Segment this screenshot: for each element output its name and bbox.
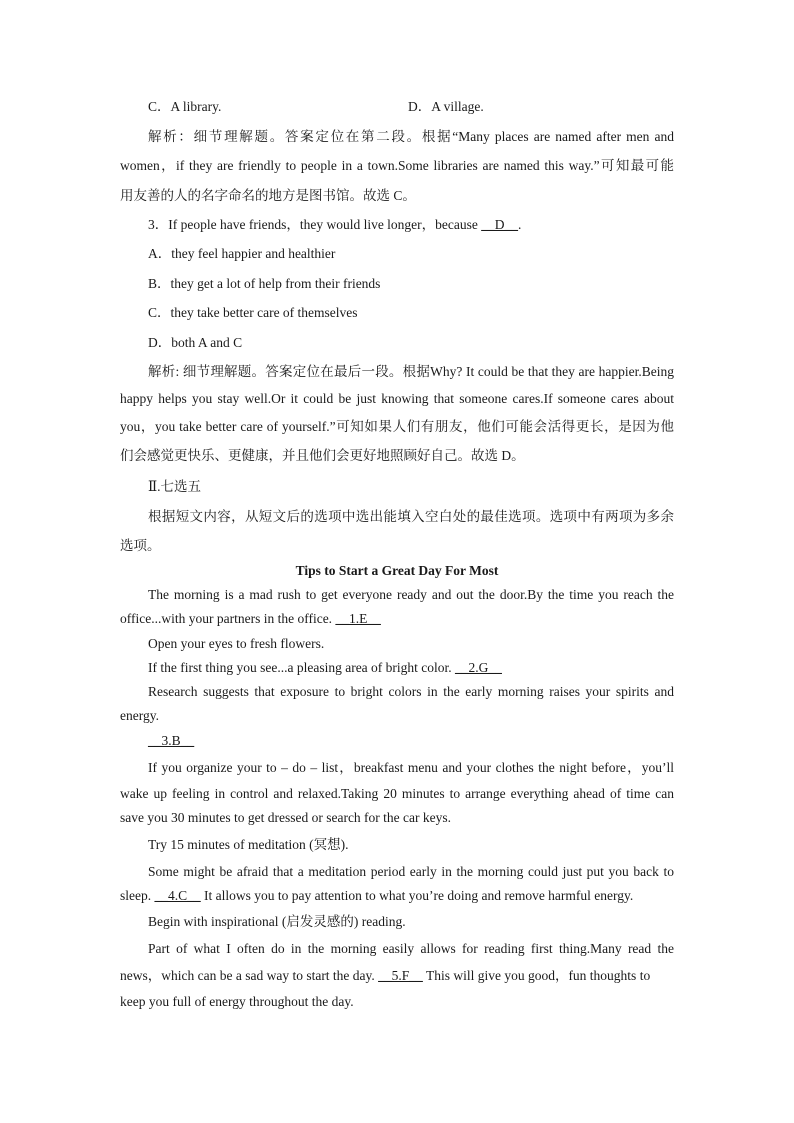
q3-stem-end: . <box>518 217 522 232</box>
q3-option-c: C．they take better care of themselves <box>148 305 358 320</box>
passage-p4-line-1: If you organize your to – do – list，breakfast menu and your clothes the night before，you’ll <box>148 760 674 775</box>
answer-blank-3-line <box>148 732 674 750</box>
passage-p6-line-3: keep you full of energy throughout the day. <box>120 994 354 1009</box>
passage-p4-line-2: wake up feeling in control and relaxed.Taking 20 minutes to arrange everything ahead of time can <box>120 786 674 801</box>
q3-option-d: D．both A and C <box>148 335 243 350</box>
q3-analysis-line-3: you，you take better care of yourself.”可知如果人们有朋友，他们可能会活得更长，是因为他 <box>120 419 674 434</box>
passage-heading-1: Open your eyes to fresh flowers. <box>148 636 325 651</box>
q2-options-row <box>148 98 674 116</box>
passage-p4-line-3: save you 30 minutes to get dressed or search for the car keys. <box>120 810 452 825</box>
section-instruction-line-2: 选项。 <box>120 538 161 553</box>
q2-analysis-line-3: 用友善的人的名字命名的地方是图书馆。故选 C。 <box>120 188 416 203</box>
q3-stem-text: 3．If people have friends，they would live longer，because <box>148 217 482 232</box>
section-instruction-line-1: 根据短文内容，从短文后的选项中选出能填入空白处的最佳选项。选项中有两项为多余 <box>148 509 674 524</box>
q3-analysis-line-2: happy helps you stay well.Or it could be just knowing that someone cares.If someone cares about <box>120 391 674 406</box>
passage-p1-line-2 <box>120 610 674 628</box>
passage-p1-line-1: The morning is a mad rush to get everyone ready and out the door.By the time you reach the <box>148 587 674 602</box>
passage-p5-text-after: It allows you to pay attention to what you’re doing and remove harmful energy. <box>200 888 634 903</box>
q3-analysis-line-1: 解析: 细节理解题。答案定位在最后一段。根据Why? It could be that they are happier.Being <box>148 364 674 379</box>
q2-option-d: D．A village. <box>408 99 484 114</box>
answer-blank-2: __2.G__ <box>455 660 502 675</box>
passage-p5-line-1: Some might be afraid that a meditation period early in the morning could just put you back to <box>148 864 674 879</box>
passage-p6-line-2 <box>120 967 674 985</box>
q3-answer-blank: __D__ <box>481 217 519 232</box>
q2-analysis-line-1: 解析：细节理解题。答案定位在第二段。根据“Many places are named after men and <box>148 129 674 144</box>
section-heading: Ⅱ.七选五 <box>148 479 202 494</box>
answer-blank-1: __1.E__ <box>335 611 381 626</box>
passage-p5-line-2 <box>120 887 674 905</box>
passage-p1-text: office...with your partners in the office. <box>120 611 336 626</box>
passage-heading-2: Try 15 minutes of meditation (冥想). <box>148 837 349 852</box>
answer-blank-3: __3.B__ <box>148 733 195 748</box>
passage-p6-line-1: Part of what I often do in the morning easily allows for reading first thing.Many read the <box>148 941 674 956</box>
q3-option-a: A．they feel happier and healthier <box>148 246 336 261</box>
passage-p6-text-after: This will give you good，fun thoughts to <box>422 968 651 983</box>
q2-analysis-line-2: women，if they are friendly to people in a town.Some libraries are named this way.”可知最可能 <box>120 158 674 173</box>
passage-p2-text: If the first thing you see...a pleasing area of bright color. <box>148 660 456 675</box>
passage-title: Tips to Start a Great Day For Most <box>295 563 499 578</box>
passage-p2 <box>148 659 674 677</box>
passage-p3-line-2: energy. <box>120 708 159 723</box>
q3-analysis-line-4: 们会感觉更快乐、更健康，并且他们会更好地照顾好自己。故选 D。 <box>120 448 525 463</box>
passage-heading-3: Begin with inspirational (启发灵感的) reading. <box>148 914 406 929</box>
answer-blank-5: __5.F__ <box>378 968 423 983</box>
passage-p3-line-1: Research suggests that exposure to bright colors in the early morning raises your spirits and <box>148 684 674 699</box>
q3-stem <box>148 216 674 234</box>
q2-option-c: C．A library. <box>148 99 222 114</box>
q3-option-b: B．they get a lot of help from their friends <box>148 276 381 291</box>
answer-blank-4: __4.C__ <box>154 888 201 903</box>
passage-p6-text-before: news，which can be a sad way to start the day. <box>120 968 379 983</box>
passage-p5-text-before: sleep. <box>120 888 155 903</box>
